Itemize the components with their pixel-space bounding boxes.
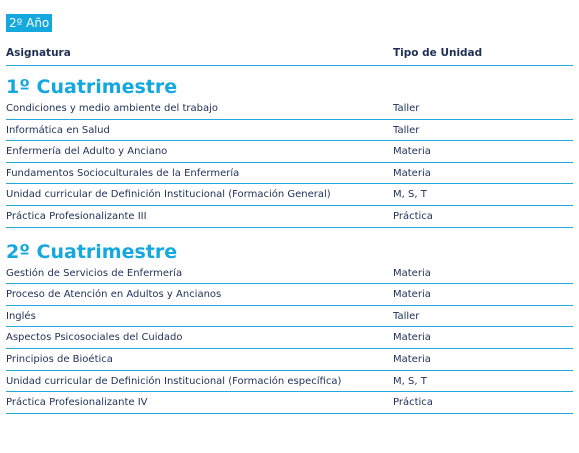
unit-type-cell: Práctica — [393, 397, 433, 409]
table-row — [6, 263, 573, 285]
table-row — [6, 120, 573, 142]
subject-column-header: Asignatura — [6, 47, 71, 59]
table-row — [6, 327, 573, 349]
unit-type-cell: Materia — [393, 289, 431, 301]
unit-type-cell: Materia — [393, 353, 431, 365]
semester-title: 2º Cuatrimestre — [6, 240, 178, 263]
semester-title: 1º Cuatrimestre — [6, 76, 178, 98]
unit-type-cell: Materia — [393, 332, 431, 344]
unit-type-cell: Materia — [393, 167, 431, 179]
semester-table — [6, 98, 573, 228]
subject-cell: Aspectos Psicosociales del Cuidado — [6, 332, 183, 344]
subject-cell: Inglés — [6, 310, 36, 322]
subject-cell: Práctica Profesionalizante IV — [6, 397, 148, 409]
table-row — [6, 392, 573, 414]
subject-cell: Principios de Bioética — [6, 353, 113, 365]
table-row — [6, 306, 573, 328]
table-header — [6, 45, 573, 63]
table-row — [6, 141, 573, 163]
unit-type-cell: Taller — [393, 124, 420, 136]
header-divider — [6, 65, 573, 66]
table-row — [6, 98, 573, 120]
unit-type-cell: M, S, T — [393, 189, 427, 201]
table-row — [6, 284, 573, 306]
year-tag: 2º Año — [6, 14, 52, 32]
subject-cell: Proceso de Atención en Adultos y Ancianos — [6, 289, 222, 301]
table-row — [6, 184, 573, 206]
unit-type-cell: Taller — [393, 103, 420, 114]
subject-cell: Fundamentos Socioculturales de la Enfermería — [6, 167, 240, 179]
subject-cell: Informática en Salud — [6, 124, 110, 136]
unit-type-cell: Materia — [393, 267, 431, 279]
table-row — [6, 163, 573, 185]
unit-type-cell: Práctica — [393, 210, 433, 222]
unit-type-cell: Taller — [393, 310, 420, 322]
curriculum-page — [6, 12, 573, 414]
subject-cell: Unidad curricular de Definición Institucional (Formación General) — [6, 189, 331, 201]
subject-cell: Unidad curricular de Definición Institucional (Formación específica) — [6, 375, 342, 387]
unit-type-cell: Materia — [393, 146, 431, 158]
semester-table — [6, 263, 573, 414]
table-row — [6, 206, 573, 228]
unit-type-cell: M, S, T — [393, 375, 427, 387]
table-row — [6, 349, 573, 371]
subject-cell: Enfermería del Adulto y Anciano — [6, 146, 168, 158]
subject-cell: Práctica Profesionalizante III — [6, 210, 147, 222]
table-row — [6, 371, 573, 393]
subject-cell: Condiciones y medio ambiente del trabajo — [6, 103, 218, 114]
subject-cell: Gestión de Servicios de Enfermería — [6, 267, 183, 279]
unit-type-column-header: Tipo de Unidad — [393, 47, 483, 59]
